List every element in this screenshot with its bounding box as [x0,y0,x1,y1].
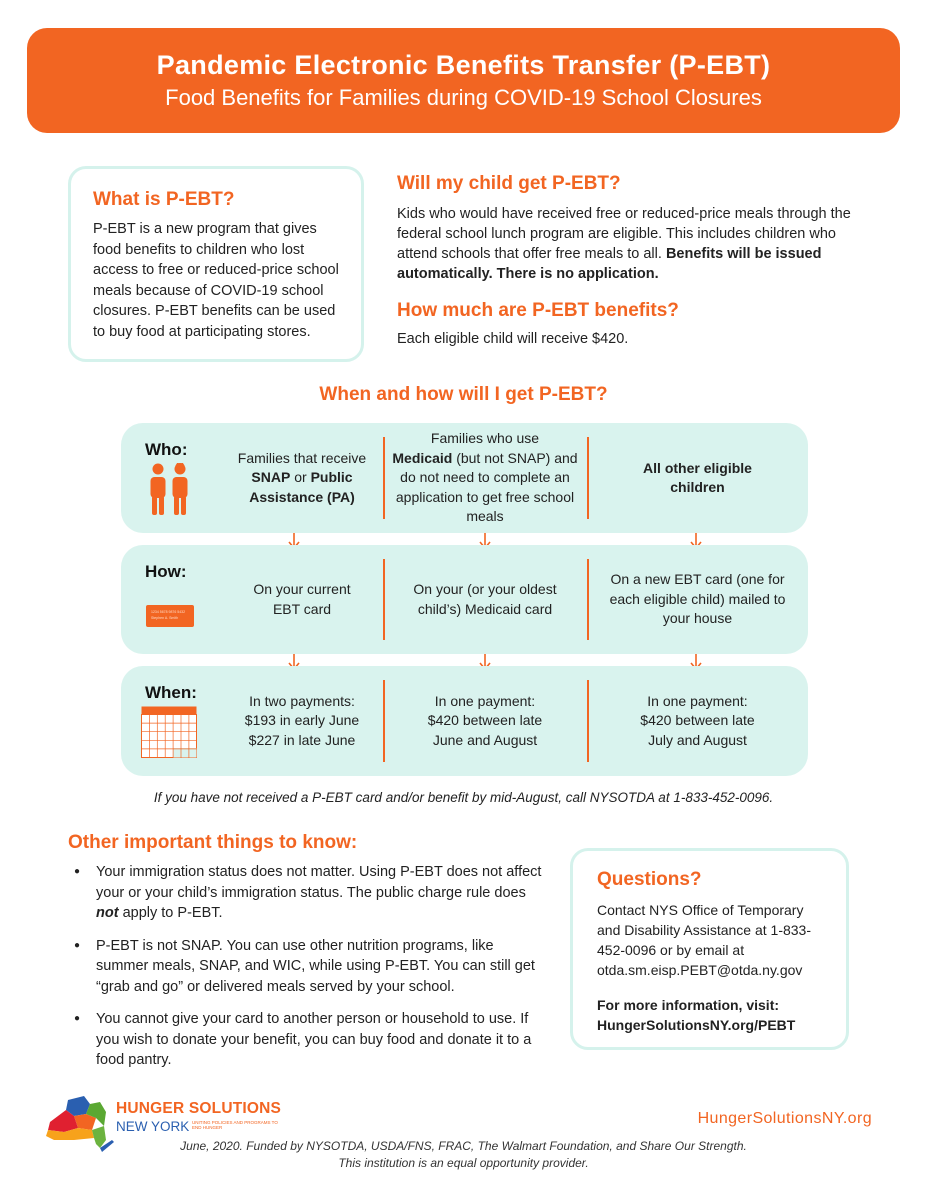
footer-funding: June, 2020. Funded by NYSOTDA, USDA/FNS, FRAC, The Walmart Foundation, and Share Our Strength. [180,1139,747,1153]
page-title: Pandemic Electronic Benefits Transfer (P-EBT) [156,50,771,80]
how-row [121,545,808,654]
when-one-payment-june: In one payment: $420 between late June and August [427,692,543,748]
will-heading: Will my child get P-EBT? [397,173,621,194]
who-snap-pa: Families that receive SNAP or Public Assistance (PA) [237,449,367,505]
who-row [121,423,808,533]
will-bold: Benefits will be issued automatically. There is no application. [397,246,822,282]
more-info-link[interactable]: HungerSolutionsNY.org/PEBT [597,1017,796,1033]
call-note: If you have not received a P-EBT card and/or benefit by mid-August, call NYSOTDA at 1-833-452-0096. [153,790,774,805]
logo-subtitle: NEW YORK [116,1119,190,1134]
site-url-link[interactable]: HungerSolutionsNY.org [697,1110,872,1127]
more-info: For more information, visit: HungerSolutionsNY.org/PEBT [597,997,796,1033]
questions-body: Contact NYS Office of Temporary and Disability Assistance at 1-833-452-0096 or by email at otda.sm.eisp.PEBT@otda.ny.gov [597,902,811,978]
howmuch-body: Each eligible child will receive $420. [397,331,629,347]
when-label: When: [145,683,197,702]
page-subtitle: Food Benefits for Families during COVID-19 School Closures [165,85,762,110]
when-row [121,666,808,776]
ebt-card-icon: 1234 5678 9876 5432 Stephen A. Smith [146,605,194,627]
who-label: Who: [145,440,188,459]
when-how-heading: When and how will I get P-EBT? [319,384,608,405]
questions-box [570,848,849,1050]
who-medicaid: Families who use Medicaid (but not SNAP) and do not need to complete an application to get free school meals [392,430,578,525]
header-banner [27,28,900,133]
footer-equal-opportunity: This institution is an equal opportunity provider. [338,1156,589,1170]
when-two-payments: In two payments: $193 in early June $227 in late June [244,692,360,748]
list-item: ● Your immigration status does not matter. Using P-EBT does not affect your or your child’s immigration status. The public charge rule does not apply to P-EBT. [72,862,542,924]
logo-title: HUNGER SOLUTIONS [116,1100,282,1117]
how-new-ebt: On a new EBT card (one for each eligible child) mailed to your house [609,571,786,627]
other-heading: Other important things to know: [68,832,358,853]
amount-section [397,300,857,347]
eligibility-section [397,173,857,284]
other-list [72,862,542,1083]
how-medicaid-card: On your (or your oldest child’s) Medicaid card [413,581,557,617]
what-body: P-EBT is a new program that gives food benefits to children who lost access to free or reduced-price school meals because of COVID-19 school closures. P-EBT benefits can be used to buy food at participating stores. [93,221,339,340]
how-label: How: [145,562,187,581]
what-heading: What is P-EBT? [93,189,235,210]
list-item: ● You cannot give your card to another person or household to use. If you wish to donate your benefit, you can buy food and donate it to a food pantry. [72,1009,542,1071]
howmuch-heading: How much are P-EBT benefits? [397,300,679,321]
what-is-pebt-box [68,166,364,362]
questions-heading: Questions? [597,869,702,890]
people-icon [147,463,191,517]
will-body: Kids who would have received free or reduced-price meals through the federal school lunch program are eligible. This includes children who attend schools that offer free meals to all. Benefits will be issued automatically. There is no application. [397,206,851,282]
footer [0,1138,927,1172]
list-item: ● P-EBT is not SNAP. You can use other nutrition programs, like summer meals, SNAP, and WIC, while using P-EBT. You can still get “grab and go” or delivered meals served by your school. [72,936,542,998]
when-one-payment-july: In one payment: $420 between late July and August [640,692,755,748]
calendar-icon [141,706,197,758]
logo-tagline: UNITING POLICIES AND PROGRAMS TO END HUNGER [192,1120,278,1130]
how-current-ebt: On your current EBT card [253,581,351,617]
who-other: All other eligible children [643,459,752,495]
